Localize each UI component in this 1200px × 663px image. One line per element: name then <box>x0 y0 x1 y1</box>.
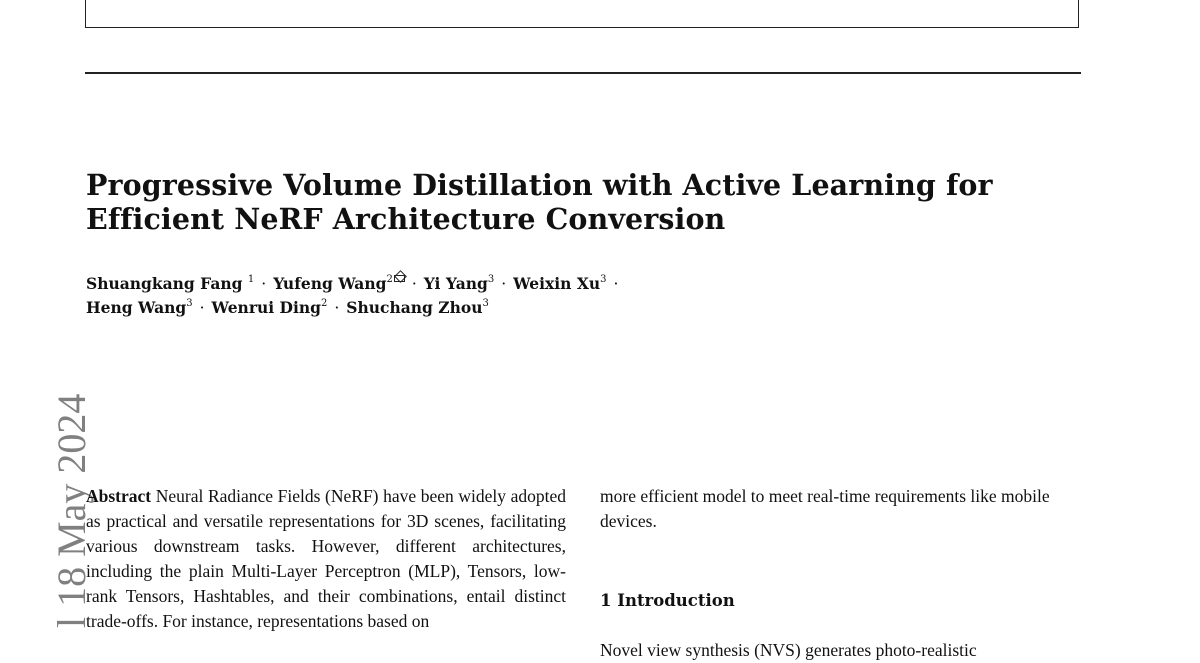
author-name: Weixin Xu <box>513 274 601 293</box>
author-separator: · <box>613 275 619 293</box>
author-name: Yufeng Wang <box>273 274 387 293</box>
title-line-1: Progressive Volume Distillation with Active Learning for <box>86 168 993 202</box>
author-separator: · <box>261 275 267 293</box>
author-name: Yi Yang <box>423 274 488 293</box>
author-affiliation: 1 <box>247 274 255 285</box>
abstract-block <box>86 484 566 634</box>
author-name: Shuangkang Fang <box>86 274 243 293</box>
header-rule <box>85 72 1081 74</box>
author-affiliation: 3 <box>482 298 489 309</box>
author-separator: · <box>501 275 507 293</box>
author-affiliation: 2 <box>320 298 328 309</box>
corresponding-mail-icon <box>394 275 405 282</box>
right-column-text: more efficient model to meet real-time requirements like mobile devices. <box>600 486 1050 531</box>
author-affiliation: 3 <box>600 274 607 285</box>
section-heading-introduction: 1 Introduction <box>600 591 735 610</box>
author-name: Heng Wang <box>86 298 187 317</box>
introduction-text: Novel view synthesis (NVS) generates photo-realistic <box>600 640 977 660</box>
title-line-2: Efficient NeRF Architecture Conversion <box>86 202 726 236</box>
author-list <box>86 272 986 320</box>
arxiv-side-stamp: l 18 May 2024 <box>49 393 94 628</box>
author-affiliation: 3 <box>487 274 495 285</box>
top-frame-box <box>85 0 1079 28</box>
author-name: Shuchang Zhou <box>346 298 483 317</box>
author-name: Wenrui Ding <box>211 298 321 317</box>
author-separator: · <box>411 275 417 293</box>
author-affiliation: 3 <box>186 298 193 309</box>
author-separator: · <box>199 299 205 317</box>
abstract-text: Neural Radiance Fields (NeRF) have been widely adopted as practical and versatile representations for 3D scenes, facilitating various downstream tasks. However, different architectures, including the plain Multi-Layer Perceptron (MLP), Tensors, low-rank Tensors, Hashtables, and their combinations, entail distinct trade-offs. For instance, representations based on <box>86 486 567 631</box>
abstract-label: Abstract <box>86 486 152 506</box>
author-separator: · <box>334 299 340 317</box>
author-affiliation: 2 <box>386 274 393 285</box>
paper-title <box>86 168 1086 236</box>
